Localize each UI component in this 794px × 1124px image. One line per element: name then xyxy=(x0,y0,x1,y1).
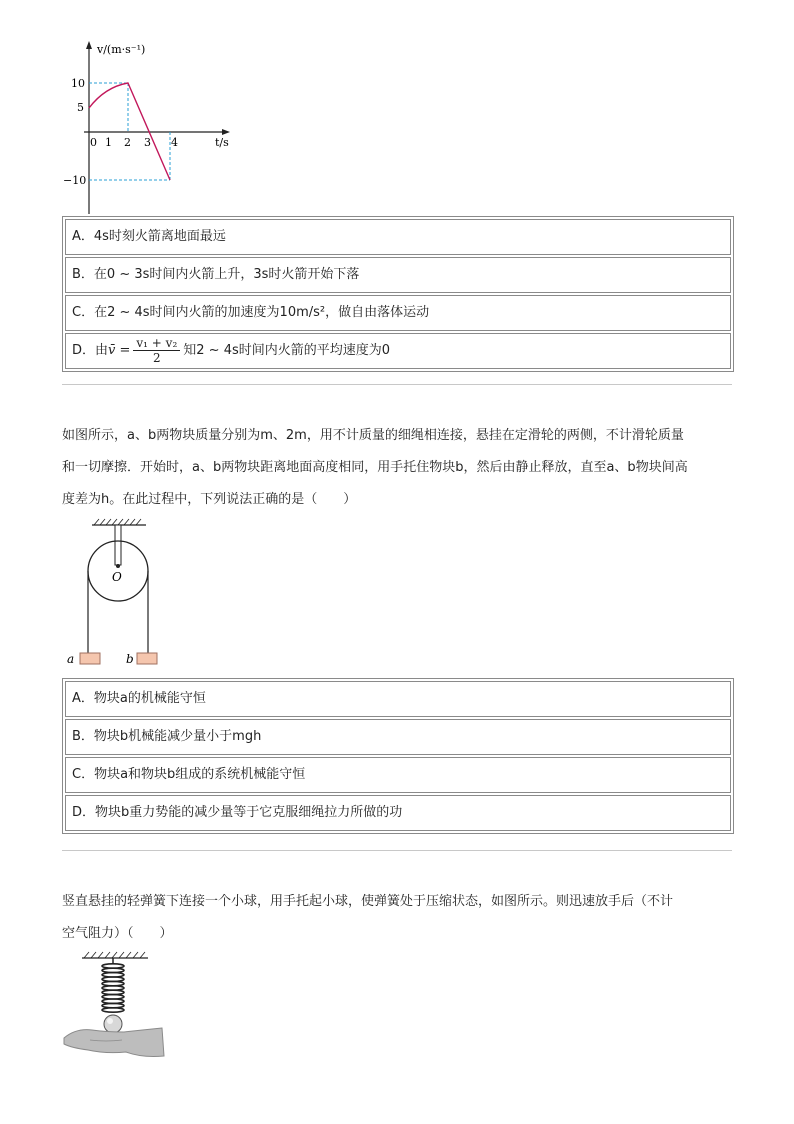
y-axis-arrow xyxy=(86,41,92,49)
y-tick-5: 5 xyxy=(77,101,84,114)
fraction-numerator: v₁ + v₂ xyxy=(133,336,180,351)
x-tick-4: 4 xyxy=(171,136,178,149)
pulley-diagram xyxy=(62,518,172,668)
x-axis-arrow xyxy=(222,129,230,135)
q1-option-a[interactable]: A．4s时刻火箭离地面最远 xyxy=(65,219,731,255)
q3-stem-line: 空气阻力）（ ） xyxy=(62,926,173,941)
y-axis-label: v/(m·s⁻¹) xyxy=(97,43,146,56)
q2-option-b[interactable]: B．物块b机械能减少量小于mgh xyxy=(65,719,731,755)
pulley-rod xyxy=(115,525,121,565)
q1-option-d[interactable] xyxy=(65,333,731,369)
q2-stem-line: 如图所示，a、b两物块质量分别为m、2m，用不计质量的细绳相连接，悬挂在定滑轮的两侧，不计滑轮质量 xyxy=(62,428,684,443)
hand xyxy=(64,1028,164,1057)
q3-stem xyxy=(62,886,734,950)
pulley-axle xyxy=(116,564,120,568)
q1-options xyxy=(62,216,734,372)
spring-coil xyxy=(102,1008,124,1012)
x-tick-2: 2 xyxy=(124,136,131,149)
spring xyxy=(102,964,124,1012)
pulley-center-label: O xyxy=(112,570,122,584)
q2-stem xyxy=(62,420,734,516)
q1-option-d-lhs: v̄ = xyxy=(108,343,131,358)
block-b-label: b xyxy=(126,652,134,666)
q1-option-d-suffix: 知2 ~ 4s时间内火箭的平均速度为0 xyxy=(183,343,391,358)
q2-options xyxy=(62,678,734,834)
q2-option-a[interactable]: A．物块a的机械能守恒 xyxy=(65,681,731,717)
q1-option-d-prefix: D．由 xyxy=(72,343,109,358)
divider xyxy=(62,384,732,385)
q1-option-d-fraction xyxy=(133,336,180,365)
q1-option-c[interactable]: C．在2 ~ 4s时间内火箭的加速度为10m/s²，做自由落体运动 xyxy=(65,295,731,331)
x-tick-0: 0 xyxy=(90,136,97,149)
x-tick-3: 3 xyxy=(144,136,151,149)
q3-stem-line: 竖直悬挂的轻弹簧下连接一个小球，用手托起小球，使弹簧处于压缩状态，如图所示。则迅速放手后（不计 xyxy=(62,894,674,909)
spring-hand-figure xyxy=(62,950,167,1062)
block-a xyxy=(80,653,100,664)
q2-option-d[interactable]: D．物块b重力势能的减少量等于它克服细绳拉力所做的功 xyxy=(65,795,731,831)
q1-option-b[interactable]: B．在0 ~ 3s时间内火箭上升，3s时火箭开始下落 xyxy=(65,257,731,293)
x-axis-label: t/s xyxy=(215,136,229,149)
velocity-time-graph xyxy=(60,38,250,216)
q2-stem-line: 度差为h。在此过程中，下列说法正确的是（ ） xyxy=(62,492,357,507)
fraction-denominator: 2 xyxy=(153,351,161,365)
ball xyxy=(104,1015,122,1033)
y-tick-neg10: −10 xyxy=(63,174,87,187)
divider xyxy=(62,850,732,851)
block-a-label: a xyxy=(67,652,75,666)
q2-option-c[interactable]: C．物块a和物块b组成的系统机械能守恒 xyxy=(65,757,731,793)
block-b xyxy=(137,653,157,664)
x-tick-1: 1 xyxy=(105,136,112,149)
q2-stem-line: 和一切摩擦．开始时，a、b两物块距离地面高度相同，用手托住物块b，然后由静止释放，直至a、b物块间高 xyxy=(62,460,688,475)
y-tick-10: 10 xyxy=(71,77,85,90)
